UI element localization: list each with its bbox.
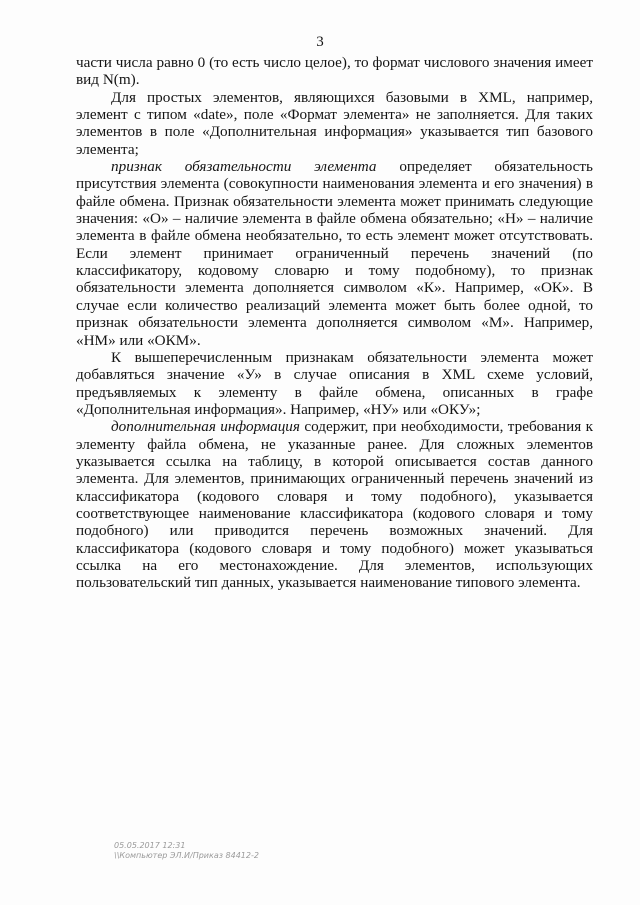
term-additional-info: дополнительная информация xyxy=(111,418,300,436)
term-obligation-flag: признак обязательности элемента xyxy=(111,158,377,176)
paragraph-3-text: определяет обязательность присутствия элемента (совокупности наименования элемента и его значения) в файле обмена. Признак обязательности элемента может принимать следующие значения: «О» – наличие элемента в файле обмена обязательно; «Н» – наличие элемента в файле обмена необязательно, то есть элемент может отсутствовать. Если элемент принимает ограниченный перечень значений (по классификатору, кодовому словарю и тому подобному), то признак обязательности элемента дополняется символом «К». Например, «ОК». В случае если количество реализаций элемента может быть более одной, то признак обязательности элемента дополняется символом «М». Например, «НМ» или «ОКМ». xyxy=(76,158,593,349)
paragraph-5 xyxy=(76,418,593,591)
page-number: 3 xyxy=(316,34,324,50)
paragraph-5-text: содержит, при необходимости, требования к элементу файла обмена, не указанные ранее. Для сложных элементов указывается ссылка на таблицу, в которой описывается состав данного элемента. Для элементов, принимающих ограниченный перечень значений из классификатора (кодового словаря и тому подобного), указывается соответствующее наименование классификатора (кодового словаря и тому подобного) или приводится перечень возможных значений. Для классификатора (кодового словаря и тому подобного) может указываться ссылка на его местонахождение. Для элементов, использующих пользовательский тип данных, указывается наименование типового элемента. xyxy=(76,418,593,592)
footer-stamp xyxy=(114,841,259,861)
footer-file-path: \\Компьютер ЭЛ.И/Приказ 84412-2 xyxy=(114,851,259,860)
paragraph-2: Для простых элементов, являющихся базовыми в XML, например, элемент с типом «date», поле «Формат элемента» не заполняется. Для таких элементов в поле «Дополнительная информация» указывается тип базового элемента; xyxy=(76,88,593,158)
footer-timestamp: 05.05.2017 12:31 xyxy=(114,841,186,850)
paragraph-1: части числа равно 0 (то есть число целое), то формат числового значения имеет вид N(m). xyxy=(76,54,593,89)
document-body xyxy=(76,54,593,592)
paragraph-4: К вышеперечисленным признакам обязательности элемента может добавляться значение «У» в случае описания в XML схеме условий, предъявляемых к элементу в файле обмена, описанных в графе «Дополнительная информация». Например, «НУ» или «ОКУ»; xyxy=(76,348,593,418)
paragraph-3 xyxy=(76,158,593,349)
